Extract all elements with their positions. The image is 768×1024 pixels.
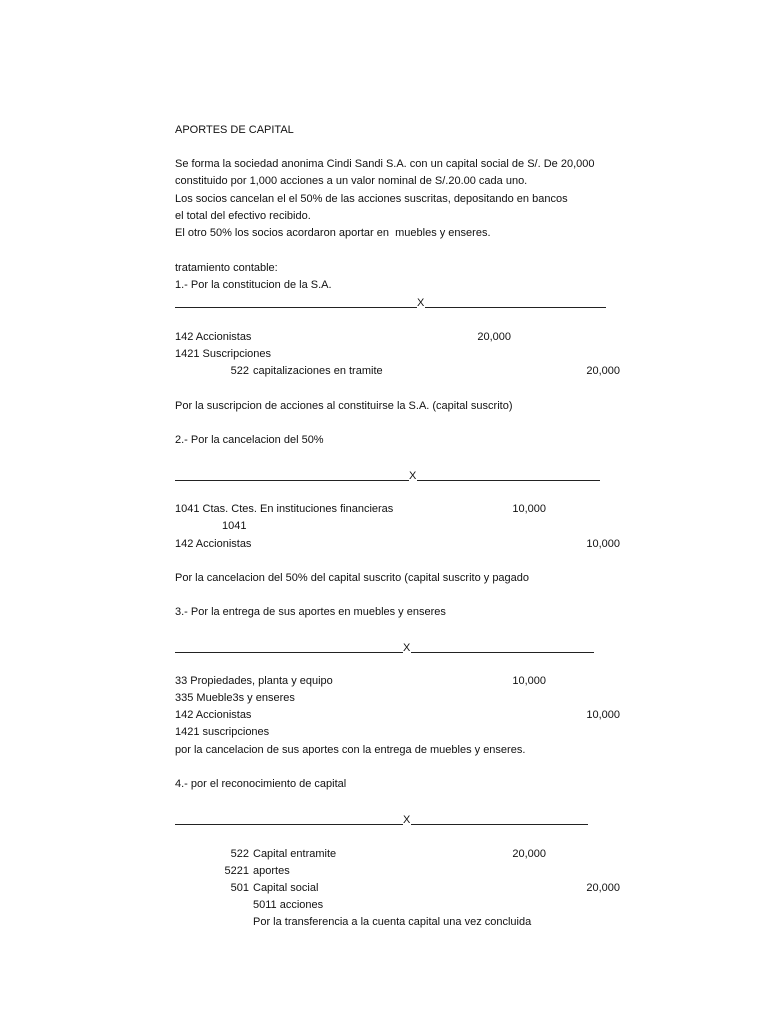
entry-2-debit: 10,000: [512, 503, 546, 515]
entry-2-glosa: Por la cancelacion del 50% del capital suscrito (capital suscrito y pagado: [175, 572, 530, 584]
intro-line: Se forma la sociedad anonima Cindi Sandi S.A. con un capital social de S/. De 20,000: [175, 158, 595, 170]
entry-1-line-1: 142 Accionistas: [175, 331, 252, 343]
entry-1-separator-left: [175, 307, 417, 308]
entry-2-line-1: 1041 Ctas. Ctes. En instituciones financieras: [175, 503, 394, 515]
intro-line: el total del efectivo recibido.: [175, 210, 311, 222]
entry-4-heading: 4.- por el reconocimiento de capital: [175, 778, 347, 790]
treatment-heading: tratamiento contable:: [175, 262, 278, 274]
entry-4-line-1-code: 522: [230, 848, 249, 860]
entry-1-glosa: Por la suscripcion de acciones al constituirse la S.A. (capital suscrito): [175, 400, 513, 412]
entry-3-glosa: por la cancelacion de sus aportes con la entrega de muebles y enseres.: [175, 744, 526, 756]
entry-4-separator-x: X: [403, 814, 411, 826]
entry-4-glosa: Por la transferencia a la cuenta capital una vez concluida: [253, 916, 532, 928]
entry-2-separator-x: X: [409, 470, 417, 482]
entry-1-separator-x: X: [417, 297, 425, 309]
entry-4-debit: 20,000: [512, 848, 546, 860]
entry-1-heading: 1.- Por la constitucion de la S.A.: [175, 279, 332, 291]
entry-3-line-1: 33 Propiedades, planta y equipo: [175, 675, 333, 687]
intro-line: Los socios cancelan el el 50% de las acciones suscritas, depositando en bancos: [175, 193, 568, 205]
entry-4-line-3-code: 501: [230, 882, 249, 894]
entry-4-line-3: Capital social: [253, 882, 319, 894]
entry-3-separator-left: [175, 652, 403, 653]
entry-4-credit: 20,000: [586, 882, 620, 894]
entry-2-separator-right: [417, 480, 600, 481]
entry-1-credit: 20,000: [586, 365, 620, 377]
entry-4-separator-left: [175, 824, 403, 825]
entry-3-heading: 3.- Por la entrega de sus aportes en muebles y enseres: [175, 606, 446, 618]
entry-2-separator-left: [175, 480, 409, 481]
entry-2-line-2: 1041: [222, 520, 247, 532]
entry-3-credit: 10,000: [586, 709, 620, 721]
entry-3-debit: 10,000: [512, 675, 546, 687]
entry-3-line-4: 1421 suscripciones: [175, 726, 270, 738]
entry-4-line-1: Capital entramite: [253, 848, 337, 860]
entry-4-separator-right: [411, 824, 588, 825]
entry-2-heading: 2.- Por la cancelacion del 50%: [175, 434, 324, 446]
entry-4-line-2: aportes: [253, 865, 290, 877]
document-title: APORTES DE CAPITAL: [175, 124, 294, 136]
entry-1-line-3: capitalizaciones en tramite: [253, 365, 383, 377]
intro-line: El otro 50% los socios acordaron aportar en muebles y enseres.: [175, 227, 491, 239]
entry-3-separator-x: X: [403, 642, 411, 654]
entry-1-separator-right: [425, 307, 606, 308]
entry-4-line-4: 5011 acciones: [253, 899, 324, 911]
entry-1-line-3-code: 522: [230, 365, 249, 377]
entry-3-line-2: 335 Mueble3s y enseres: [175, 692, 295, 704]
entry-2-line-3: 142 Accionistas: [175, 538, 252, 550]
entry-3-separator-right: [411, 652, 594, 653]
entry-1-debit: 20,000: [477, 331, 511, 343]
entry-4-line-2-code: 5221: [224, 865, 249, 877]
entry-3-line-3: 142 Accionistas: [175, 709, 252, 721]
entry-2-credit: 10,000: [586, 538, 620, 550]
intro-line: constituido por 1,000 acciones a un valor nominal de S/.20.00 cada uno.: [175, 175, 528, 187]
entry-1-line-2: 1421 Suscripciones: [175, 348, 272, 360]
